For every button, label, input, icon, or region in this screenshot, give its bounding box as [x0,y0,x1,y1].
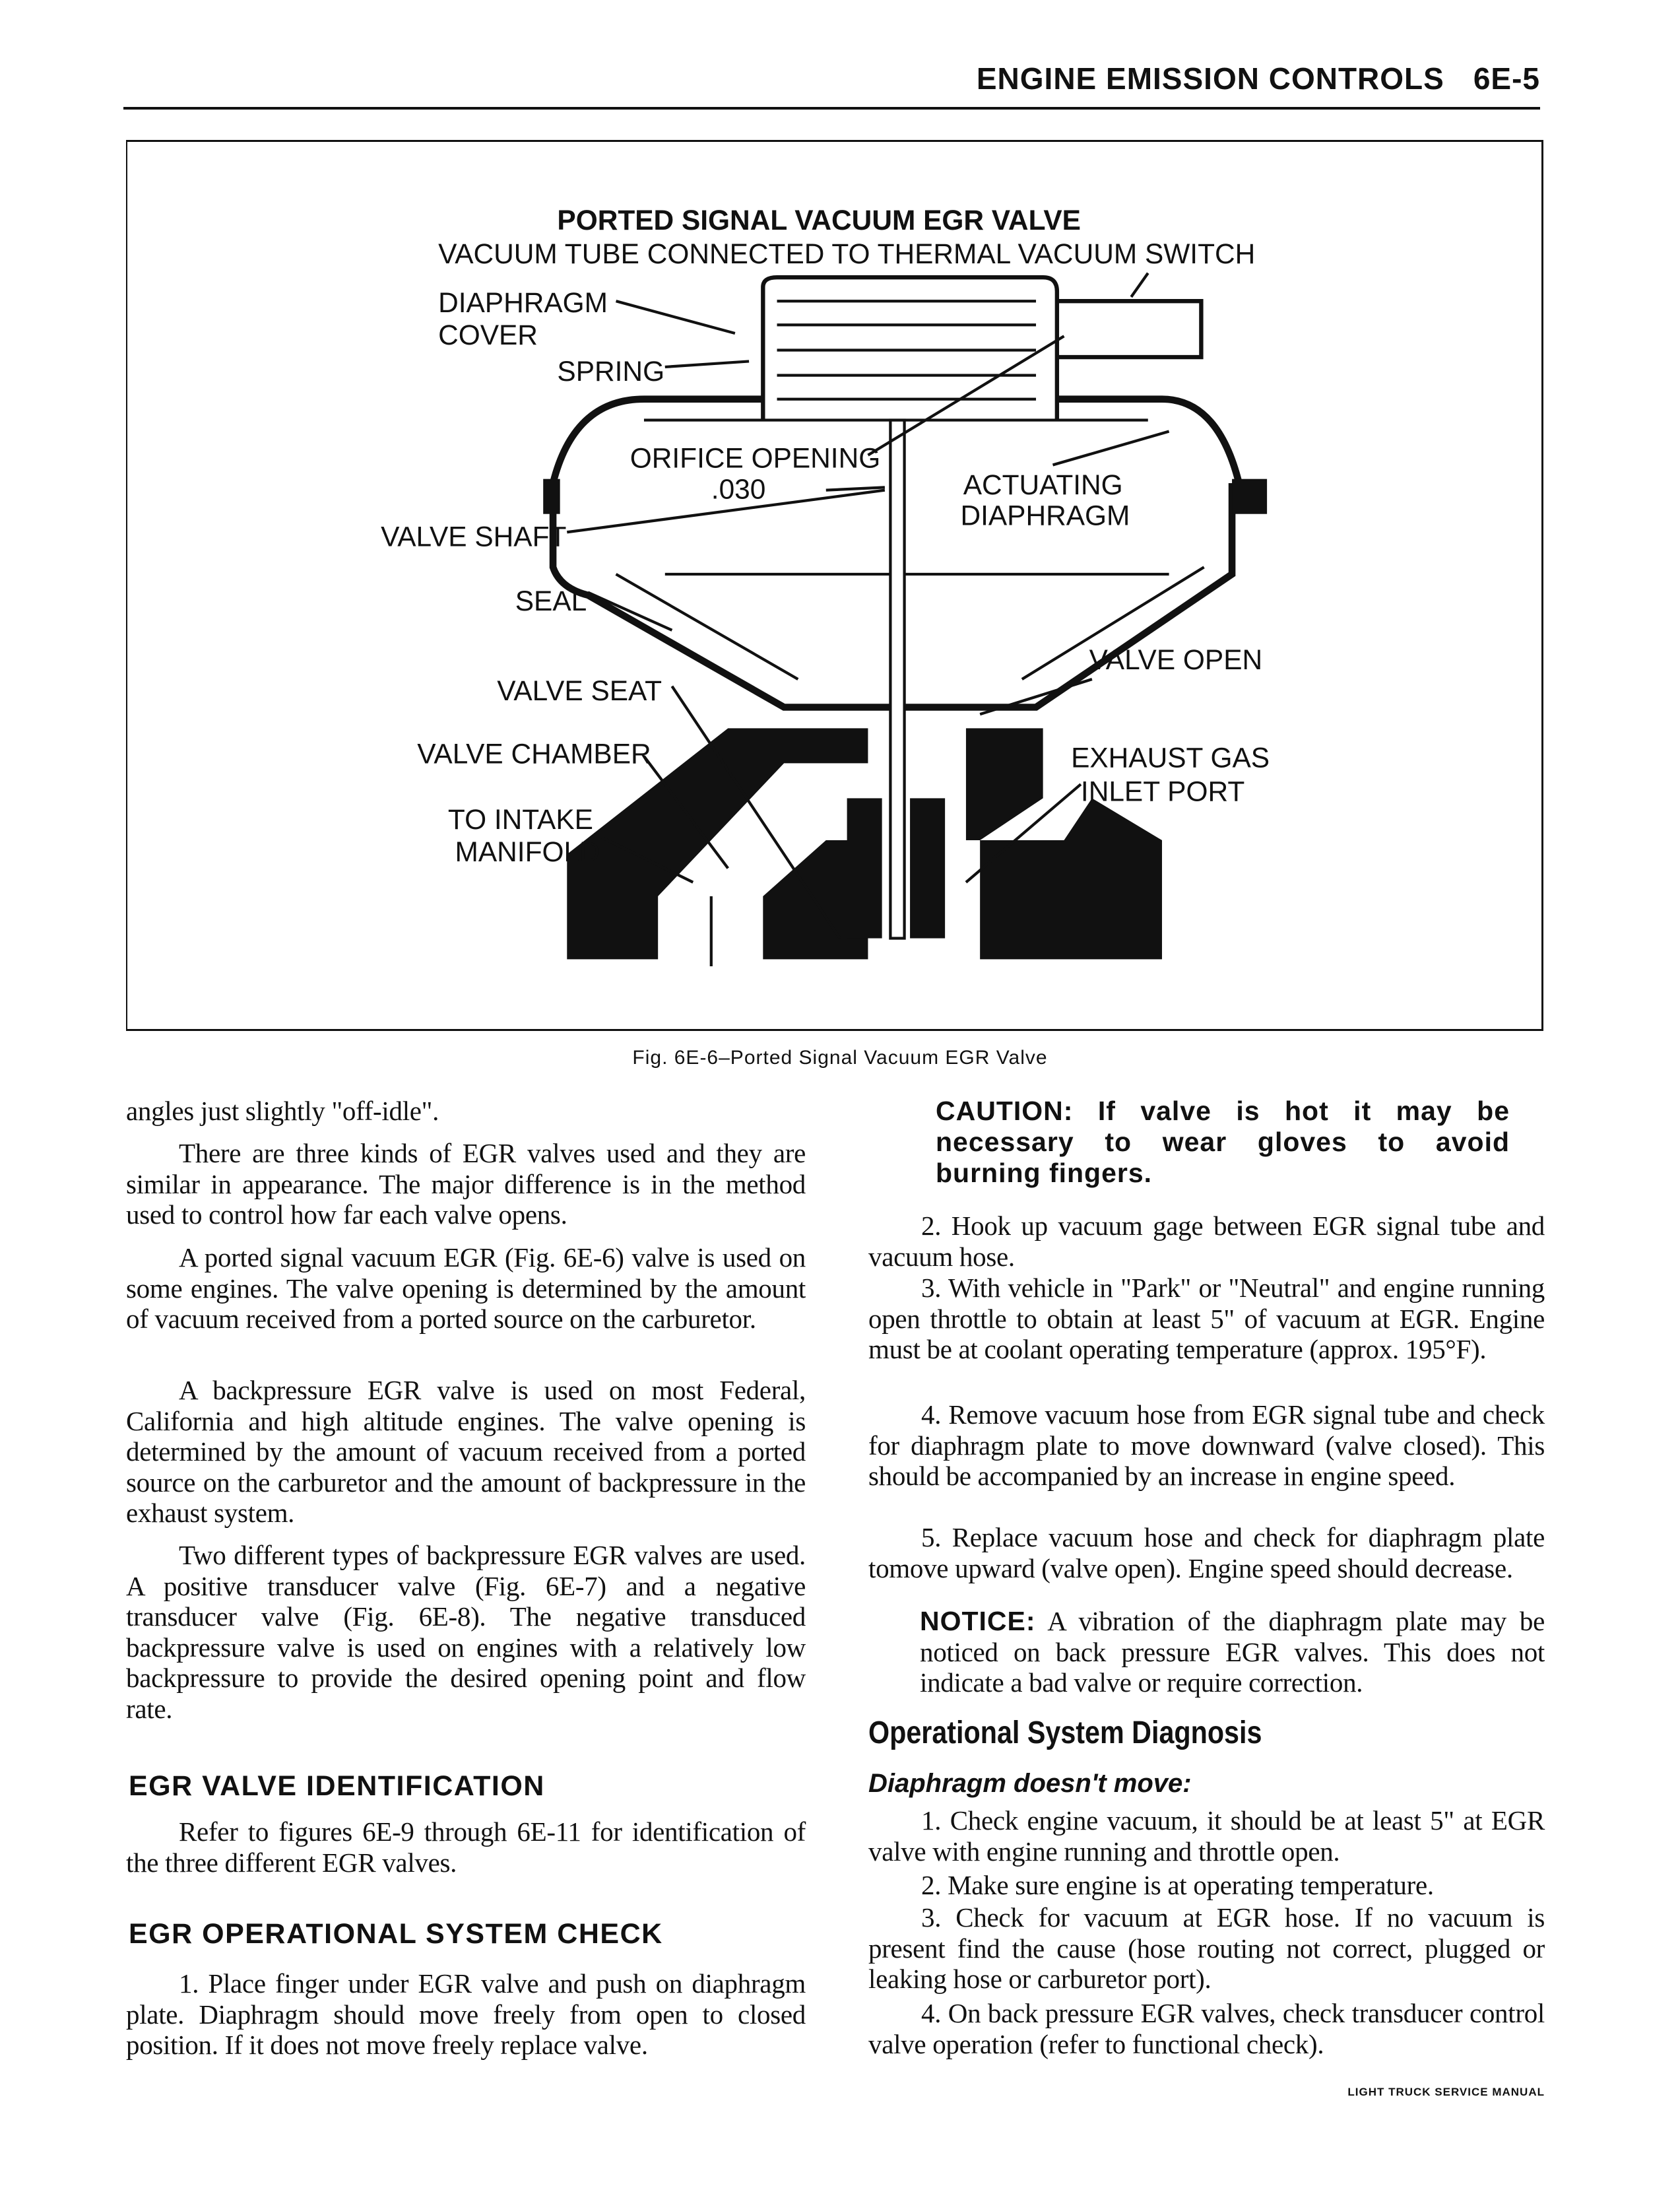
notice-text: A vibration of the diaphragm plate may be noticed on back pressure EGR valves. This does not indicate a bad valve or require correction. [920,1606,1545,1698]
subheading-diaphragm: Diaphragm doesn't move: [868,1769,1192,1798]
step-1: 1. Place finger under EGR valve and push on diaphragm plate. Diaphragm should move freely from open to closed position. If it does not move freely replace valve. [126,1968,806,2060]
label-manifold: MANIFOLD [455,836,600,867]
figure-subtitle: VACUUM TUBE CONNECTED TO THERMAL VACUUM SWITCH [438,238,1256,269]
paragraph: Refer to figures 6E-9 through 6E-11 for identification of the three different EGR valves. [126,1816,806,1878]
label-actuating: ACTUATING [963,469,1123,501]
label-actuating-diaphragm: DIAPHRAGM [960,500,1130,531]
figure-caption: Fig. 6E-6–Ported Signal Vacuum EGR Valve [632,1047,1048,1069]
label-exhaust-gas: EXHAUST GAS [1071,742,1270,774]
spring [777,301,1037,399]
diagnosis-step-1: 1. Check engine vacuum, it should be at least 5" at EGR valve with engine running and throttle open. [868,1805,1545,1867]
label-spring: SPRING [557,356,665,387]
paragraph: Two different types of backpressure EGR valves are used. A positive transducer valve (Fig. 6E-7) and a negative transducer valve (Fig. 6E-8). The negative transduced backpressure valve is used on engines with a relatively low backpressure to provide the desired opening point and flow rate. [126,1540,806,1724]
caution-note: CAUTION: If valve is hot it may be necessary to wear gloves to avoid burning fingers. [936,1096,1510,1188]
heading-egr-valve-identification: EGR VALVE IDENTIFICATION [129,1770,545,1802]
section-title: ENGINE EMISSION CONTROLS [976,61,1444,96]
paragraph: There are three kinds of EGR valves used and they are similar in appearance. The major difference is in the method used to control how far each valve opens. [126,1138,806,1230]
label-orifice: ORIFICE OPENING [630,442,881,474]
step-3: 3. With vehicle in "Park" or "Neutral" and engine running open throttle to obtain at least 5" of vacuum at EGR. Engine must be at coolant operating temperature (approx. 195°F). [868,1273,1545,1364]
page-number: 6E-5 [1473,61,1540,96]
label-inlet-port: INLET PORT [1080,776,1245,807]
label-valve-shaft: VALVE SHAFT [381,521,567,552]
label-to-intake: TO INTAKE [447,804,593,836]
diagnosis-step-2: 2. Make sure engine is at operating temperature. [921,1870,1434,1900]
label-valve-open: VALVE OPEN [1089,644,1263,676]
label-orifice-size: .030 [711,473,766,505]
paragraph: A ported signal vacuum EGR (Fig. 6E-6) valve is used on some engines. The valve opening is determined by the amount of vacuum received from a ported source on the carburetor. [126,1242,806,1334]
figure-title: PORTED SIGNAL VACUUM EGR VALVE [557,205,1081,236]
vacuum-tube [1057,301,1202,357]
valve-shaft [890,420,904,939]
notice-note [920,1606,1545,1698]
label-valve-chamber: VALVE CHAMBER [417,738,651,770]
paragraph: A backpressure EGR valve is used on most Federal, California and high altitude engines. The valve opening is determined by the amount of vacuum received from a ported source on the carburetor and the amount of backpressure in the exhaust system. [126,1375,806,1528]
label-valve-seat: VALVE SEAT [497,675,662,706]
footer: LIGHT TRUCK SERVICE MANUAL [1347,2086,1545,2098]
label-cover: COVER [438,319,538,350]
label-diaphragm: DIAPHRAGM [438,287,608,319]
heading-operational-system-diagnosis: Operational System Diagnosis [868,1715,1262,1750]
step-2: 2. Hook up vacuum gage between EGR signal tube and vacuum hose. [868,1210,1545,1272]
heading-egr-operational-check: EGR OPERATIONAL SYSTEM CHECK [129,1918,663,1950]
step-5: 5. Replace vacuum hose and check for diaphragm plate tomove upward (valve open). Engine speed should decrease. [868,1522,1545,1583]
diagnosis-step-3: 3. Check for vacuum at EGR hose. If no vacuum is present find the cause (hose routing not correct, plugged or leaking hose or carburetor port). [868,1902,1545,1994]
notice-label: NOTICE: [920,1606,1036,1636]
label-seal: SEAL [515,585,587,617]
paragraph: angles just slightly "off-idle". [126,1096,439,1126]
diagnosis-step-4: 4. On back pressure EGR valves, check transducer control valve operation (refer to functional check). [868,1998,1545,2059]
step-4: 4. Remove vacuum hose from EGR signal tube and check for diaphragm plate to move downward (valve closed). This should be accompanied by an increase in engine speed. [868,1399,1545,1491]
